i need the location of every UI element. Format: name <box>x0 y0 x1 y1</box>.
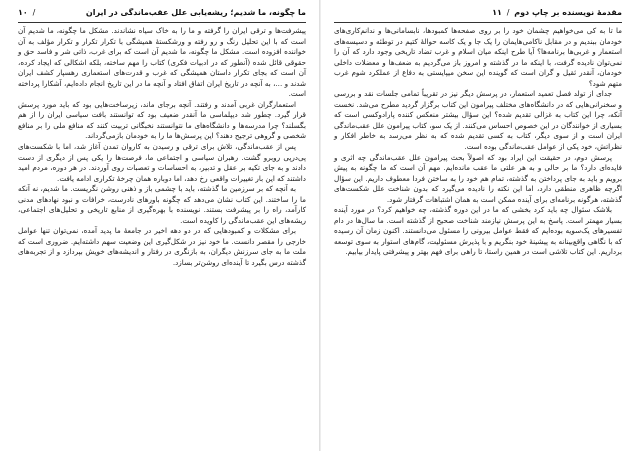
right-page-number: ١١ <box>492 8 502 17</box>
left-page-number-separator: / <box>32 8 36 17</box>
left-running-title: ما چگونه، ما شدیم؛ ریشه‌یابی علل عقب‌ماندگی در ایران <box>85 8 306 17</box>
right-paragraph: ما تا به کی می‌خواهیم چشمان خود را بر روی صفحه‌ها کمبودها، نابسامانی‌ها و ندانم‌کاری‌های خودمان ببندیم و در مقابل ناکامی‌هایمان را یک جا و یک کاسه حوالهٔ کتیم در توطئه و دسیسه‌های استعمار و غربی‌ها برنامه‌ها؟ آیا طرح اینکه میان اسلام و غرب تضاد تاریخی وجود دارد که آن را نمی‌توان نادیده گرفت، با اینکه ما در گذشته و امروز باز می‌گردیم به ضعف‌ها و معضلات داخلی خودمان، آنقدر ثقیل و گران است که گوینده این سخن میپایستی به دفاع از عملکرد شوم غرب متهم شود؟ <box>334 26 622 88</box>
left-running-head <box>18 8 306 23</box>
left-page-number-group <box>18 8 37 17</box>
right-page-number-separator: / <box>506 8 510 17</box>
left-page-number: ١٠ <box>18 8 28 17</box>
right-paragraph: پرسش دوم، در حقیقت این ایراد بود که اصولاً بحث پیرامون علل عقب‌ماندگی چه اثری و فایده‌ای دارد؟ ما بر حالی و به هر علتی ما عقب مانده‌ایم. مهم آن است که ما چگونه به پیش برویم و باید به جای پرداختن به گذشته، تمام هم خود را به ساختن فردا معطوف داریم. این سؤال اگرچه ظاهری منطقی دارد، اما این نکته را نادیده می‌گیرد که بدون شناخت علل شکست‌های گذشته، هرگونه برنامه‌ای برای آینده ممکن است به همان اشتباهات گرفتار شود. <box>334 152 622 204</box>
right-paragraph: جدای از تولد فصل تعمید استعمار، در پرسش دیگر نیز در تقریباً تمامی جلسات نقد و بررسی و سخنرانی‌هایی که در دانشگاه‌های مختلف پیرامون این کتاب برگزار گردید مطرح می‌شد. نخست آنکه، چرا این کتاب به غزالی تقدیم شده؟ این سؤال بیشتر منعکس کننده پارادوکسی است که بسیاری از خوانندگان در این خصوص احساس می‌کنند. از یک سو، کتاب پیرامون علل عقب‌ماندگی ایران است و از سوی دیگر، کتاب به کسی تقدیم شده که به نظر می‌رسد به خاطر افکار و نظراتش، خود یکی از عوامل عقب‌ماندگی بوده است. <box>334 89 622 152</box>
right-running-head <box>334 8 622 23</box>
right-body-text <box>334 26 622 258</box>
right-paragraph: بلاشک سئوال چه باید کرد بخشی که ما در این دوره گذشته، چه خواهیم کرد؟ در مورد آینده بسیار مهمتر است. پاسخ به این پرسش نیازمند شناخت صحیح از گذشته است. ما سال‌ها در دام تفسیرهای یک‌سویه بوده‌ایم که فقط عوامل بیرونی را مسئول می‌دانستند. اکنون زمان آن رسیده که با نگاهی واقع‌بینانه به پیشینهٔ خود بنگریم و با پذیرش مسئولیت، گام‌های استوار به سوی توسعه برداریم. این کتاب تلاشی است در همین راستا، تا راهی برای فهم بهتر و پیشرفتی پایدار بیابیم. <box>334 205 622 257</box>
left-paragraph: پیشرفت‌ها و ترقی ایران را گرفته و ما را به خاک سیاه نشاندند. مشکل ما چگونه، ما شدیم آن است که با این تحلیل رنگ و رو رفته و ورشکستهٔ همیشگی با تکرار تکرار و تکرار مؤلف به آن خواننده افزوده است. مشکل ما چگونه، ما شدیم آن است که برای غرب، ذاتی شر و فاسد حق و حقوقی قائل شده (آنطور که در ادبیات فکری) کتاب را مهم ساخته، بلکه اشکالی که ایجاد کرده، آن است که بجای تکرار داستان همیشگی که غرب و قدرت‌های استعماری رهسپار کشف ایران شدند و ...، به آنچه در تاریخ ایران اتفاق افتاد و آنچه ما در این تاریخ انجام داده‌ایم، آشکارا پرداخته است. <box>18 26 306 99</box>
right-page <box>320 0 640 451</box>
left-body-text <box>18 26 306 269</box>
left-paragraph: استعمارگران غربی آمدند و رفتند. آنچه برجای ماند، زیرساخت‌هایی بود که باید مورد پرسش قرار گیرد. چطور شد دیپلماسی ما آنقدر ضعیف بود که توانستند بافت سیاسی ایران را از هم بگسلند؟ چرا مدرسه‌ها و دانشگاه‌های ما نتوانستند نخبگانی تربیت کنند که منافع ملی را بر منافع شخصی و گروهی ترجیح دهند؟ این پرسش‌ها ما را به خودمان بازمی‌گرداند. <box>18 99 306 141</box>
right-page-number-group <box>492 8 622 17</box>
right-running-title: مقدمهٔ نویسنده بر چاپ دوم <box>514 8 622 17</box>
left-paragraph: به آنچه که بر سرزمین ما گذشته، باید با چشمی باز و ذهنی روشن نگریست. ما شدیم، نه آنکه ما را ساختند. این کتاب نشان می‌دهد که چگونه باورهای نادرست، خرافات و نبود نهادهای مدنی کارآمد، راه را بر پیشرفت بستند. نویسنده با بهره‌گیری از منابع تاریخی و تحلیل‌های اجتماعی، ریشه‌های این عقب‌ماندگی را کاویده است. <box>18 184 306 225</box>
left-paragraph: برای مشکلات و کمبودهایی که در دو دهه اخیر در جامعهٔ ما پدید آمده، نمی‌توان تنها عوامل خارجی را مقصر دانست. ما خود نیز در شکل‌گیری این وضعیت سهم داشته‌ایم. ضروری است که ملت ما به جای سرزنش دیگران، به بازنگری در رفتار و اندیشه‌های خویش بپردازد و از تجربه‌های گذشته درس بگیرد تا آینده‌ای روشن‌تر بسازد. <box>18 226 306 268</box>
left-page <box>0 0 320 451</box>
left-paragraph: پس از عقب‌ماندگی، تلاش برای ترقی و رسیدن به کاروان تمدن آغاز شد، اما با شکست‌های پی‌درپی روبرو گشت. رهبران سیاسی و اجتماعی ما، فرصت‌ها را یکی پس از دیگری از دست دادند و به جای تکیه بر عقل و تدبیر، به احساسات و تعصبات روی آوردند. در هر دوره، مردم امید داشتند که این بار تغییرات واقعی رخ دهد، اما دوباره همان چرخهٔ تکراری ادامه یافت. <box>18 142 306 183</box>
